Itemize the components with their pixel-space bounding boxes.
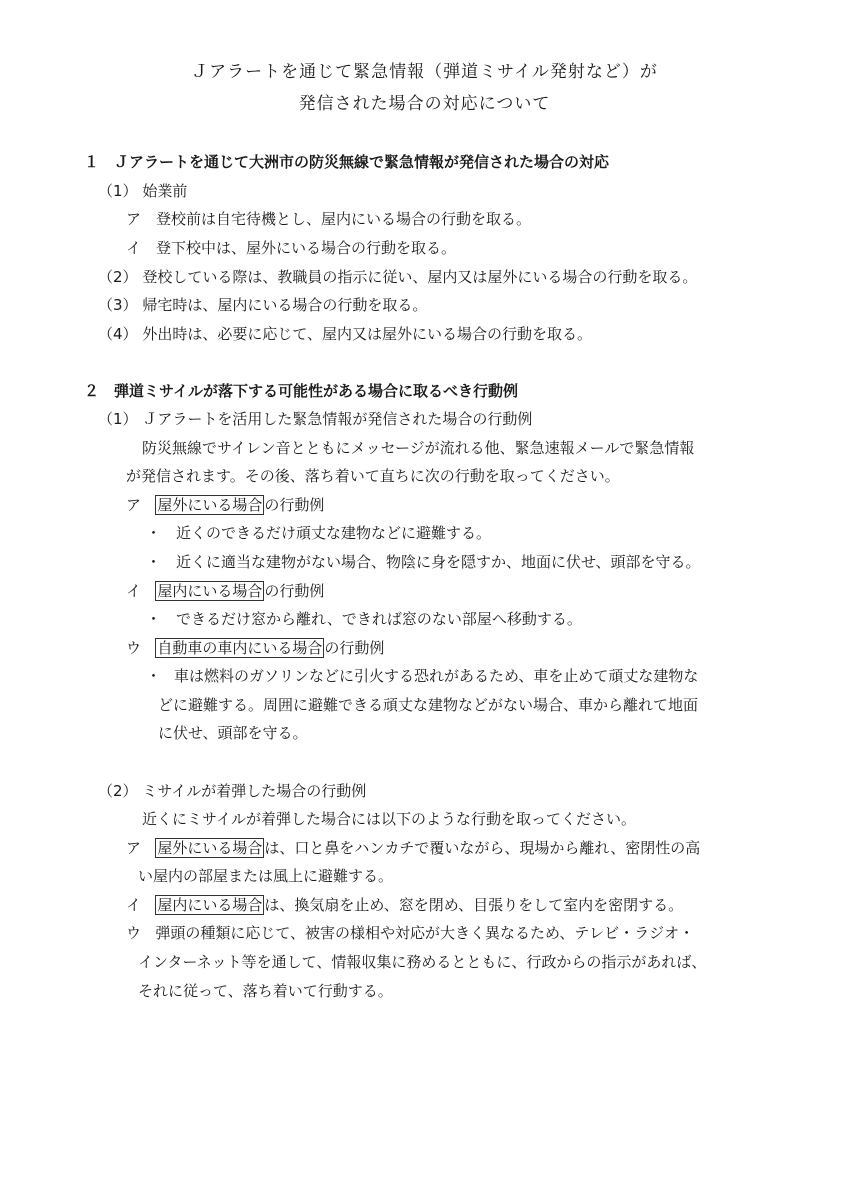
s2-sub2-a-mark: ア	[126, 839, 142, 857]
s1-item4-label: （4）	[98, 325, 138, 343]
s2-sub1-a-bullet-2: ・ 近くに適当な建物がない場合、物陰に身を隠すか、地面に伏せ、頭部を守る。	[146, 553, 701, 571]
s1-item2	[98, 266, 697, 288]
s2-sub2-u-line-1: 弾頭の種類に応じて、被害の様相や対応が大きく異なるため、テレビ・ラジオ・	[155, 924, 695, 942]
s1-item3	[98, 294, 427, 316]
s2-sub2-i	[126, 894, 683, 916]
s2-sub1-u-bullet-line-1: 車は燃料のガソリンなどに引火する恐れがあるため、車を止めて頑丈な建物な	[174, 667, 699, 685]
s2-sub2-intro: 近くにミサイルが着弾した場合には以下のような行動を取ってください。	[142, 810, 636, 828]
s1-item2-text: 登校している際は、教職員の指示に従い、屋内又は屋外にいる場合の行動を取る。	[142, 268, 698, 286]
s2-sub2-a	[126, 837, 700, 859]
s2-sub1-u-suffix: の行動例	[324, 639, 385, 657]
s2-sub1-u-bullet-line-3: に伏せ、頭部を守る。	[158, 724, 308, 742]
s2-sub2-u-line-2: インターネット等を通して、情報収集に務めるとともに、行政からの指示があれば、	[138, 953, 707, 971]
s1-item1-i: イ 登下校中は、屋外にいる場合の行動を取る。	[126, 239, 457, 257]
s2-sub1-i-mark: イ	[126, 582, 142, 600]
s2-sub1-u-mark: ウ	[126, 639, 142, 657]
s2-sub1-u	[126, 637, 384, 659]
s1-item4	[98, 323, 592, 345]
s2-sub1-title: Ｊアラートを活用した緊急情報が発信された場合の行動例	[142, 410, 533, 428]
s2-sub1-a-boxed: 屋外にいる場合	[157, 496, 263, 514]
s2-sub2-a-boxed: 屋外にいる場合	[157, 839, 263, 857]
s1-item2-label: （2）	[98, 268, 138, 286]
title-line-2: 発信された場合の対応について	[298, 94, 551, 114]
s1-item1-label: （1）	[98, 182, 138, 200]
s2-sub2-a-line-2: い屋内の部屋または風上に避難する。	[138, 867, 394, 885]
s2-sub1-intro-1: 防災無線でサイレン音とともにメッセージが流れる他、緊急速報メールで緊急情報	[142, 439, 695, 457]
s2-sub2-u	[126, 922, 694, 944]
s2-sub1-a-suffix: の行動例	[264, 496, 325, 514]
s2-sub1-i-boxed: 屋内にいる場合	[157, 582, 263, 600]
s2-sub2-i-suffix: は、換気扇を止め、窓を閉め、目張りをして室内を密閉する。	[264, 896, 684, 914]
s2-sub1-a	[126, 494, 324, 516]
s2-sub1-a-bullet-1: ・ 近くのできるだけ頑丈な建物などに避難する。	[146, 524, 492, 542]
s2-sub2-label: （2）	[98, 782, 138, 800]
s1-item3-text: 帰宅時は、屋内にいる場合の行動を取る。	[142, 296, 428, 314]
s2-sub1-intro-2: が発信されます。その後、落ち着いて直ちに次の行動を取ってください。	[126, 467, 620, 485]
section-1-heading: １ Ｊアラートを通じて大洲市の防災無線で緊急情報が発信された場合の対応	[84, 153, 610, 171]
s2-sub1	[98, 408, 532, 430]
s2-sub2-u-mark: ウ	[126, 924, 142, 942]
s2-sub2	[98, 780, 366, 802]
s2-sub1-i-bullet-1: ・ できるだけ窓から離れ、できれば窓のない部屋へ移動する。	[146, 610, 582, 628]
s2-sub1-u-bullet-mark: ・	[146, 667, 162, 685]
s2-sub1-i-suffix: の行動例	[264, 582, 325, 600]
s2-sub1-a-mark: ア	[126, 496, 142, 514]
s1-item1-text: 始業前	[142, 182, 188, 200]
s2-sub2-i-boxed: 屋内にいる場合	[157, 896, 263, 914]
s2-sub1-label: （1）	[98, 410, 138, 428]
title-line-1: Ｊアラートを通じて緊急情報（弾道ミサイル発射など）が	[191, 62, 658, 82]
s1-item4-text: 外出時は、必要に応じて、屋内又は屋外にいる場合の行動を取る。	[142, 325, 593, 343]
section-2-heading: ２ 弾道ミサイルが落下する可能性がある場合に取るべき行動例	[84, 382, 518, 400]
s1-item1-a: ア 登校前は自宅待機とし、屋内にいる場合の行動を取る。	[126, 210, 532, 228]
s2-sub1-u-boxed: 自動車の車内にいる場合	[157, 639, 323, 657]
s2-sub2-u-line-3: それに従って、落ち着いて行動する。	[138, 982, 393, 1000]
s1-item1	[98, 180, 187, 202]
s2-sub2-title: ミサイルが着弾した場合の行動例	[142, 782, 367, 800]
s2-sub2-i-mark: イ	[126, 896, 142, 914]
s1-item3-label: （3）	[98, 296, 138, 314]
s2-sub1-i	[126, 580, 324, 602]
s2-sub1-u-bullet-line-2: どに避難する。周囲に避難できる頑丈な建物などがない場合、車から離れて地面	[158, 696, 699, 714]
s2-sub2-a-suffix: は、口と鼻をハンカチで覆いながら、現場から離れ、密閉性の高	[264, 839, 701, 857]
